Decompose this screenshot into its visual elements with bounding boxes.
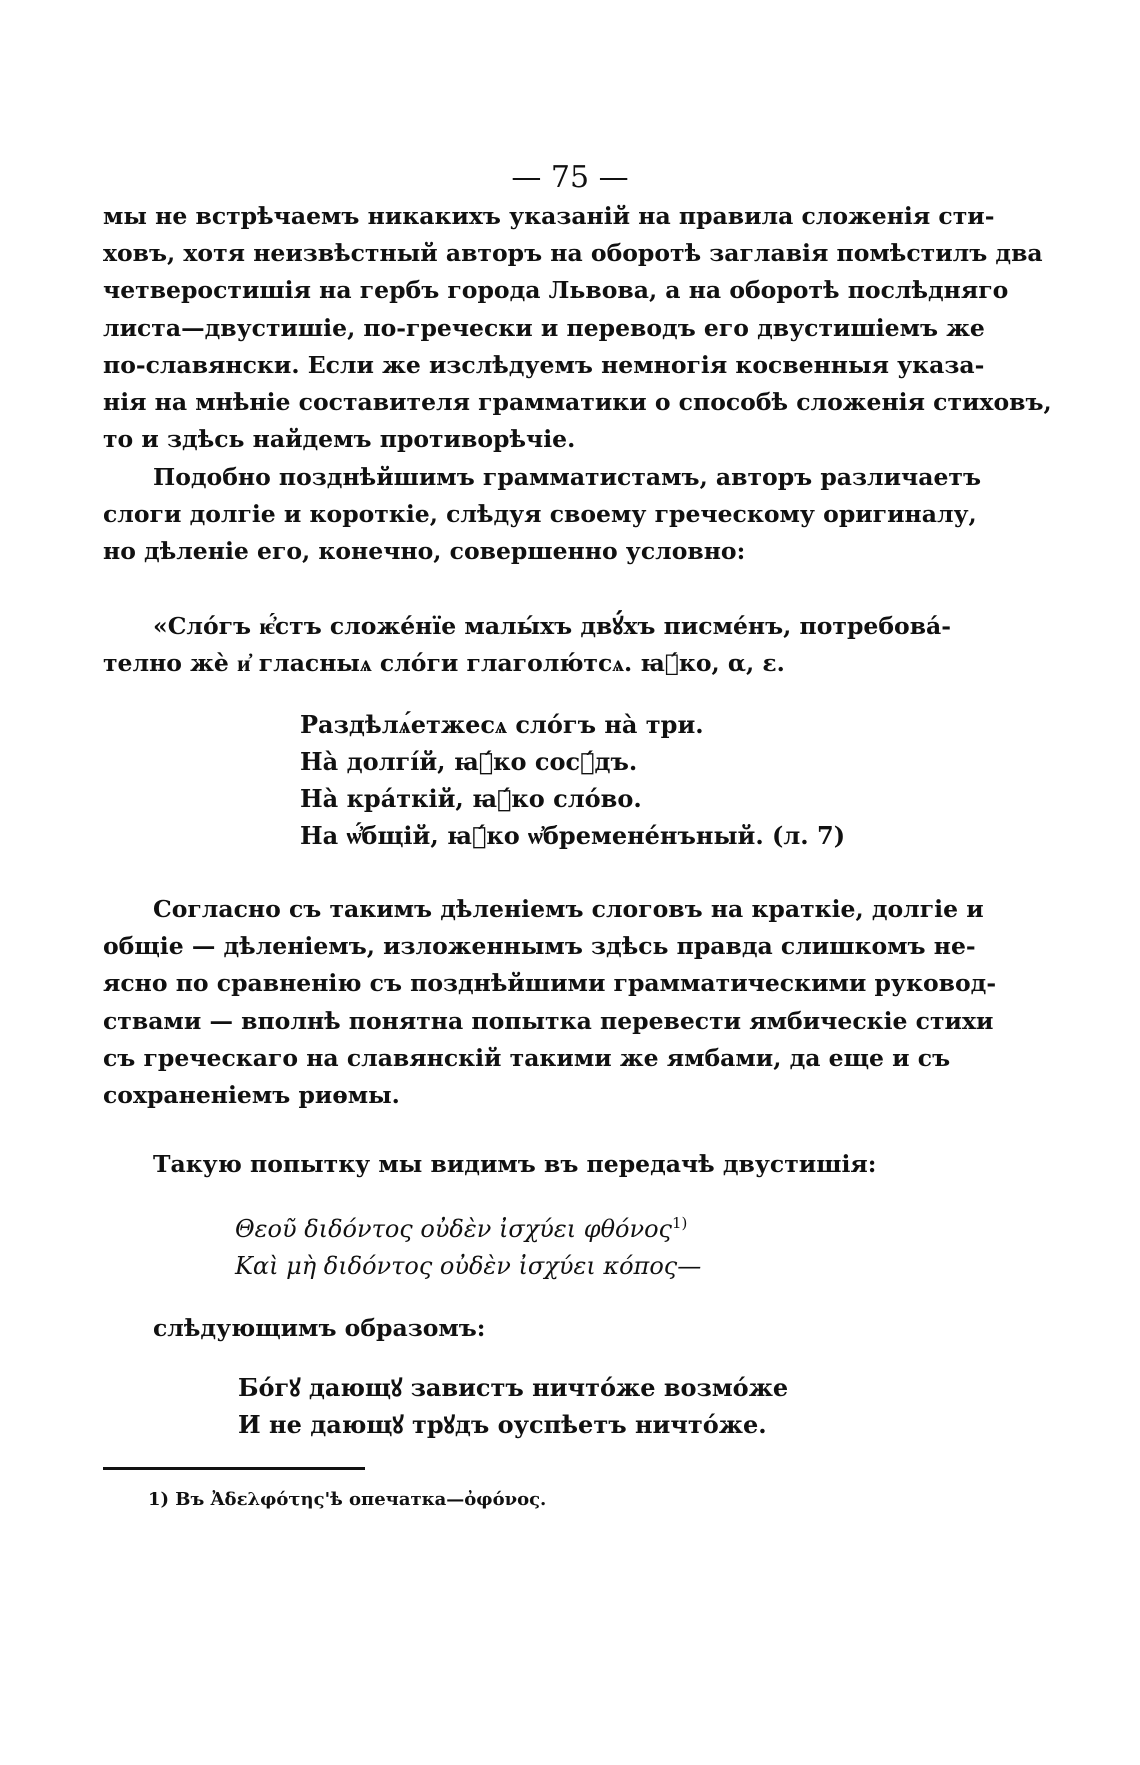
text-line: листа—двустишіе, по-гречески и переводъ его двустишіемъ же [103,313,985,342]
text-line: но дѣленіе его, конечно, совершенно условно: [103,537,746,566]
text-line: съ греческаго на славянскій такими же ямбами, да еще и съ [103,1043,951,1072]
greek-verse-line [235,1205,701,1248]
greek-verse-text: Θεοῦ διδόντος οὐδὲν ἰσχύει φθόνος [235,1215,672,1243]
text-line: телно жѐ и҆ гласныѧ слóги глаголю́тсѧ. ꙗ҆́ко, α, ε. [103,649,785,678]
text-line: ствами — вполнѣ понятна попытка перевести ямбическіе стихи [103,1006,994,1035]
verse-line: Бо́гꙋ дающꙋ завистъ ничто́же возмо́же [238,1373,789,1402]
text-line: слѣдующимъ образомъ: [153,1314,486,1342]
paragraph-1 [103,198,1052,458]
greek-verse-line: Καὶ μὴ διδόντος οὐδὲν ἰσχύει κόπος— [235,1252,702,1280]
verse-block-2 [238,1369,788,1443]
verse-line: На̀ кра́ткій, ꙗ҆́ко слóво. [300,784,642,813]
verse-line: И не дающꙋ трꙋдъ оуспѣетъ ничто́же. [238,1410,767,1439]
footnote: 1) Въ Ἀδελφότης'ѣ опечатка—ὀφόνος. [148,1489,547,1510]
text-line: Согласно съ такимъ дѣленіемъ слоговъ на краткіе, долгіе и [153,895,984,923]
text-line: сохраненіемъ риѳмы. [103,1081,400,1110]
footnote-divider [103,1467,365,1470]
text-line: слоги долгіе и короткіе, слѣдуя своему греческому оригиналу, [103,500,977,529]
verse-line: На ѡ҆́бщій, ꙗ҆́ко ѡ҆бремене́нъный. (л. 7) [300,821,846,850]
text-line: «Слóгъ ѥ҆́стъ сложе́нїе малы́хъ двꙋ́хъ писме́нъ, потребова́- [153,612,951,640]
text-line: ясно по сравненію съ позднѣйшими грамматическими руковод- [103,969,997,998]
text-line: Такую попытку мы видимъ въ передачѣ двустишія: [153,1150,877,1178]
text-line: нія на мнѣніе составителя грамматики о способѣ сложенія стиховъ, [103,388,1052,417]
text-line: общіе — дѣленіемъ, изложеннымъ здѣсь правда слишкомъ не- [103,932,976,961]
text-line: ховъ, хотя неизвѣстный авторъ на оборотѣ заглавія помѣстилъ два [103,239,1043,268]
page-number: — 75 — [511,160,629,195]
verse-block-1 [300,706,845,854]
text-line: по-славянски. Если же изслѣдуемъ немногія косвенныя указа- [103,350,985,379]
text-line: четверостишія на гербъ города Львова, а на оборотѣ послѣдняго [103,276,1009,305]
footnote-marker: 1) [671,1214,688,1232]
greek-verse-block [235,1205,701,1285]
paragraph-6 [153,1310,485,1347]
text-line: Подобно позднѣйшимъ грамматистамъ, авторъ различаетъ [153,463,981,491]
text-line: мы не встрѣчаемъ никакихъ указаній на правила сложенія сти- [103,202,995,230]
verse-line: Раздѣлѧ́етжесѧ слóгъ на̀ три. [300,710,704,739]
verse-line: На̀ долгі́й, ꙗ҆́ко сосꙋ́дъ. [300,747,638,776]
paragraph-3 [103,608,951,682]
paragraph-5 [153,1146,876,1183]
paragraph-4 [103,891,997,1114]
paragraph-2 [103,459,981,571]
text-line: то и здѣсь найдемъ противорѣчіе. [103,425,576,454]
